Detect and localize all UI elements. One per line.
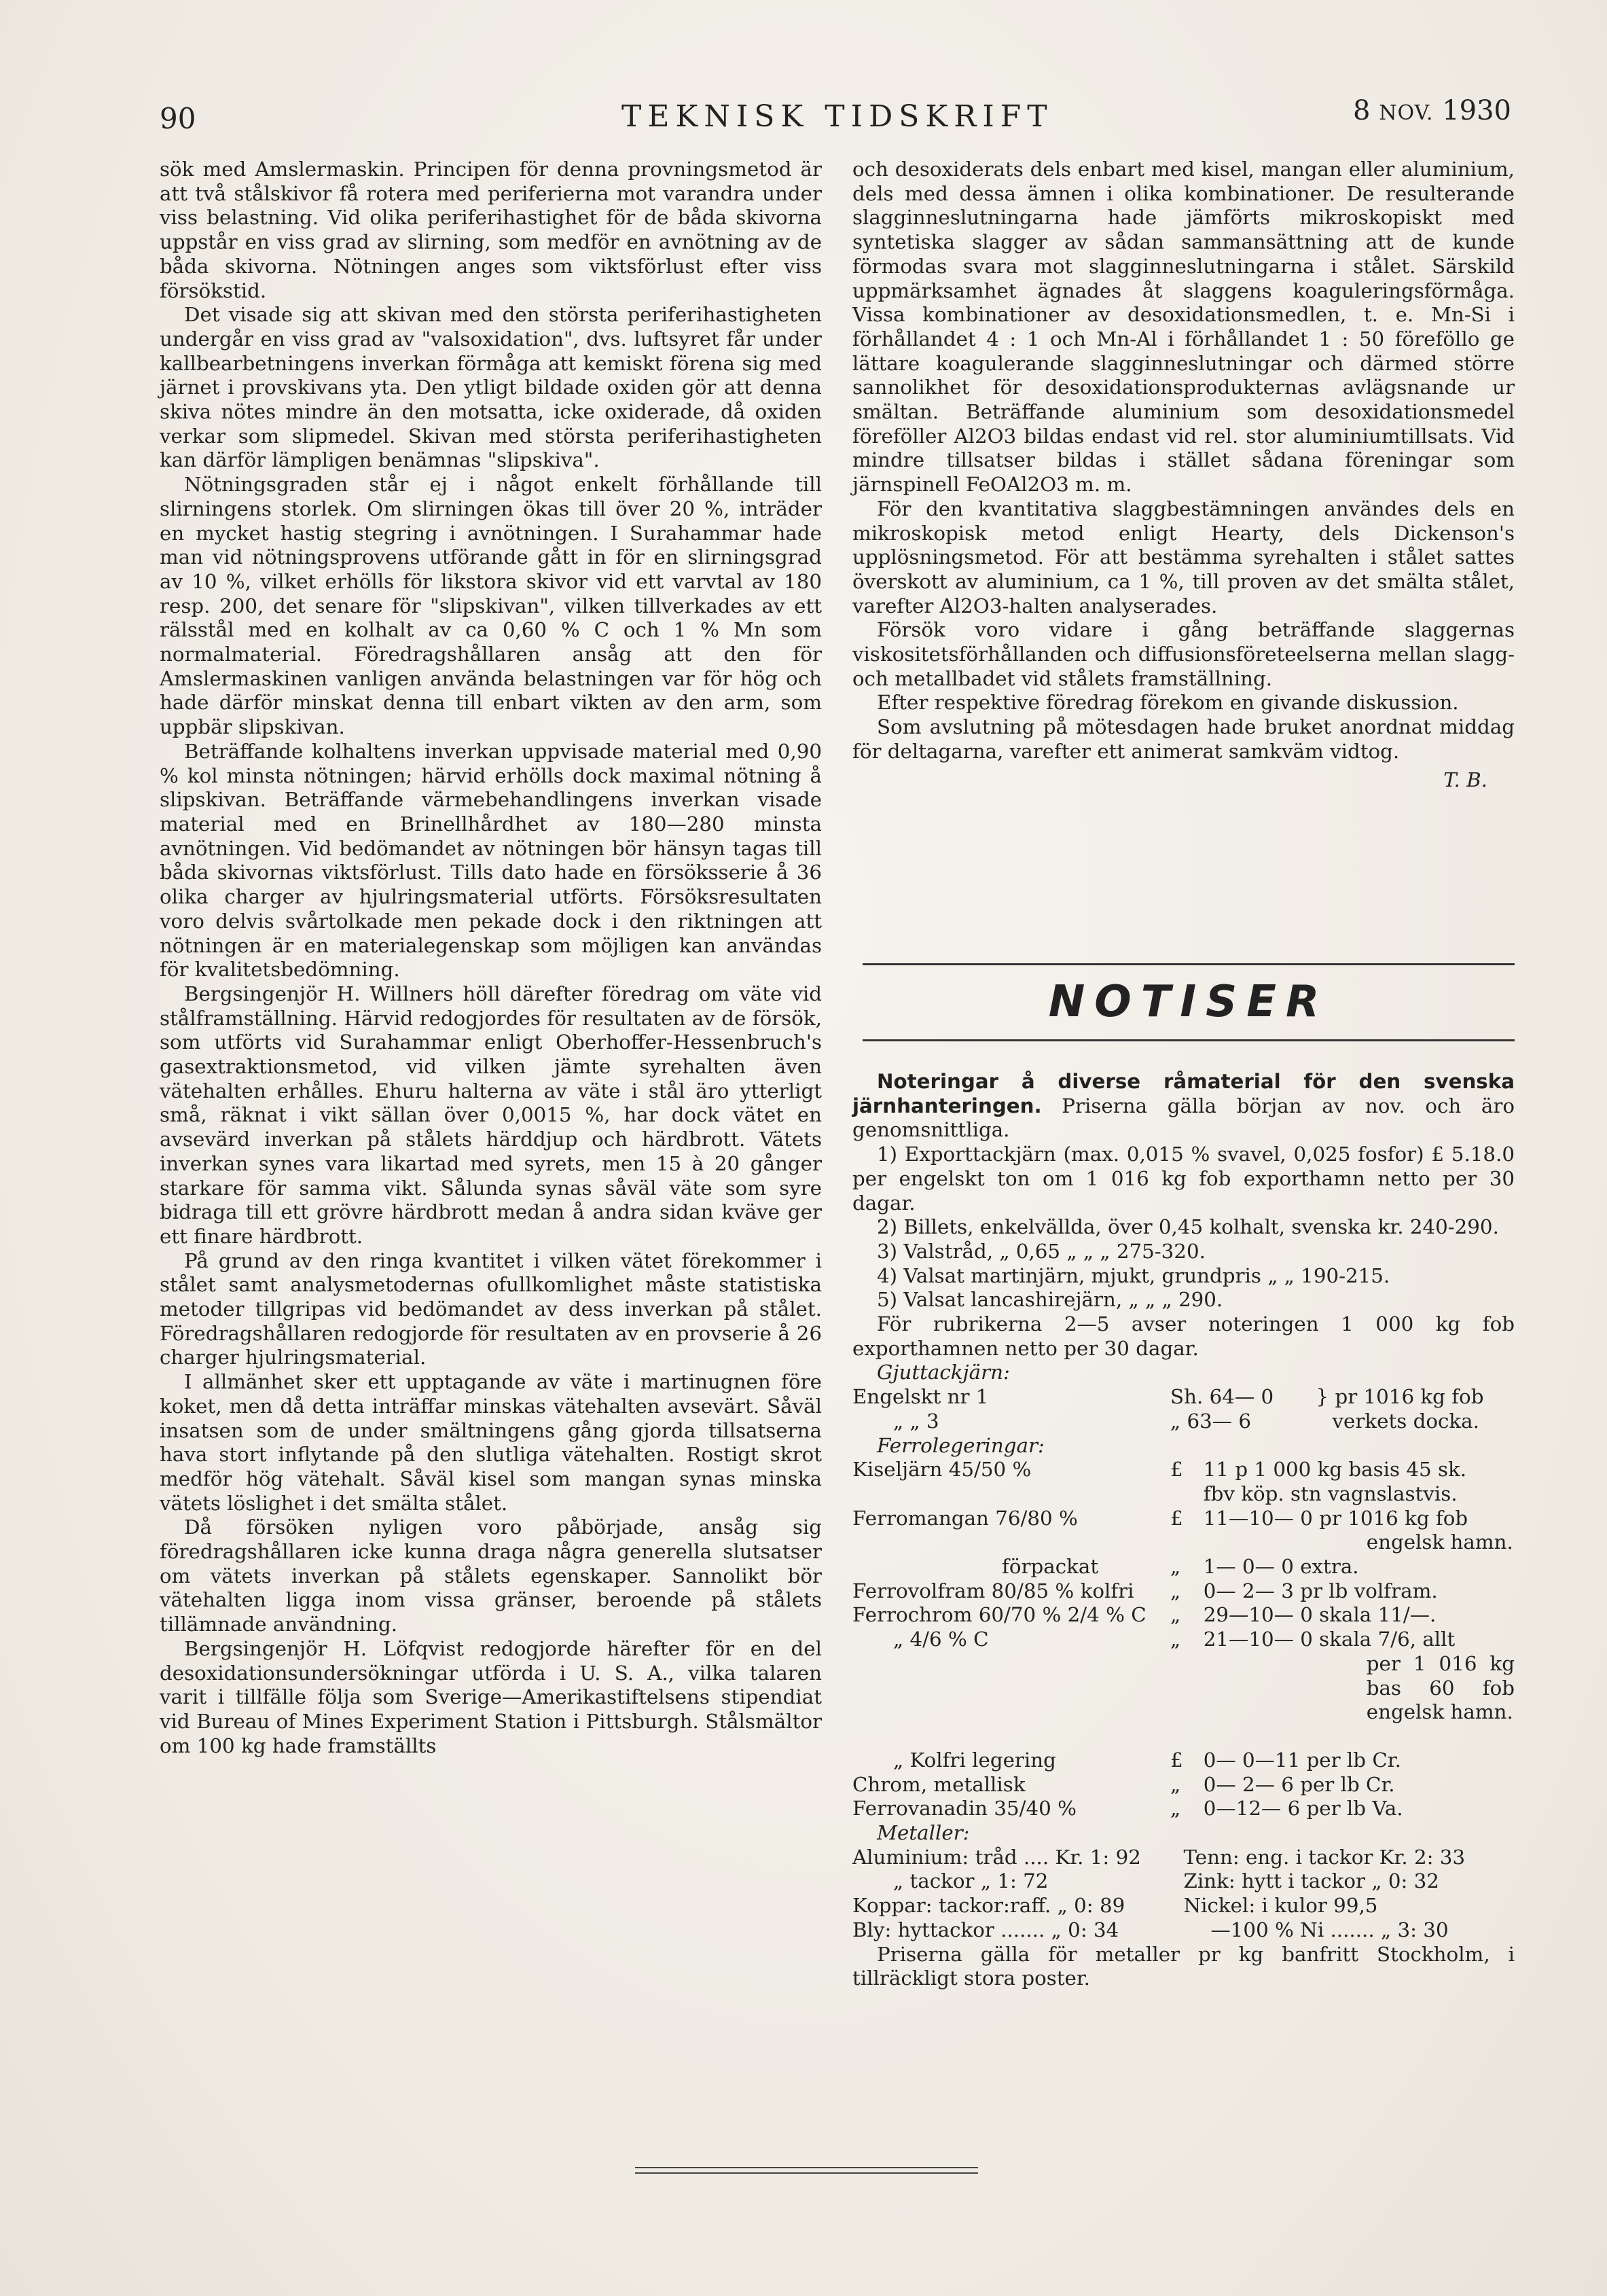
item-note: engelsk hamn. (1366, 1530, 1513, 1554)
issue-date (1353, 95, 1511, 126)
table-row (852, 1869, 1515, 1894)
item-name: Ferrovolfram 80/85 % kolfri (852, 1579, 1134, 1602)
metal-right: Tenn: eng. i tackor Kr. 2: 33 (1183, 1845, 1466, 1869)
table-row (852, 1652, 1515, 1748)
price-item: 3) Valstråd, „ 0,65 „ „ „ 275-320. (877, 1239, 1206, 1263)
item-price: 21—10— 0 skala 7/6, allt (1203, 1628, 1456, 1651)
table-row (852, 1410, 1515, 1434)
item-name: förpackat (1002, 1555, 1099, 1579)
item-currency: „ (1170, 1797, 1181, 1820)
page-header (160, 95, 1511, 143)
bottom-rule-double (635, 2172, 978, 2174)
issue-year: 1930 (1442, 95, 1511, 126)
item-note: verkets dockа. (1332, 1409, 1479, 1433)
price-item: 4) Valsat martinjärn, mjukt, grundpris „ „ 190-215. (877, 1263, 1390, 1287)
item-name: „ 4/6 % C (893, 1628, 989, 1651)
table-row (852, 1530, 1515, 1555)
issue-month: NOV. (1379, 101, 1434, 125)
metaller-label: Metaller: (877, 1820, 970, 1844)
paragraph: Nötningsgraden står ej i något enkelt förhållande till slirningens storlek. Om slirningen ökas till över 20 %, inträder en mycket hastig stegring i avnötningen. I Surahammar hade man vid nötningsprovens utförande gått in för en slirningsgrad av 10 %, vilket erhölls för likstora skivor vid ett varvtal av 180 resp. 200, det senare för "slipskivan", vilken tillverkades av ett rälsstål med en kolhalt av ca 0,60 % C och 1 % Mn som normalmaterial. Föredragshållaren ansåg att den för Amslermaskinen vanligen använda belastningen var för hög och hade därför minskat denna till enbart vikten av den arm, som uppbär slipskivan. (160, 473, 822, 739)
section-rule-bottom (863, 1039, 1515, 1041)
ferrolegeringar-table (852, 1458, 1515, 1821)
table-row (852, 1482, 1515, 1507)
table-row (852, 1579, 1515, 1604)
metal-left: „ tackor „ 1: 72 (893, 1869, 1049, 1893)
table-row (852, 1507, 1515, 1531)
paragraph: På grund av den ringa kvantitet i vilken vätet förekommer i stålet samt analysmetodernas ofullkomlighet måste statistiska metoder tillgripas vid bedömandet av dess inverkan på stålet. Föredragshållaren redogjorde för resultaten av en provserie å 26 charger hjulringsmaterial. (160, 1249, 822, 1369)
table-row (852, 1603, 1515, 1628)
metal-right: Zink: hytt i tackor „ 0: 32 (1183, 1869, 1439, 1893)
item-price: 0— 2— 6 per lb Cr. (1203, 1772, 1395, 1796)
paragraph: och desoxiderats dels enbart med kisel, mangan eller aluminium, dels med dessa ämnen i olika kombinationer. De resulterande slagginneslutningarna hade jämförts mikroskopiskt med syntetiska slagger av sådan sammansättning att de kunde förmodas svara mot slagginneslutningarna i stålet. Särskild uppmärksamhet ägnades åt slaggens koaguleringsförmåga. Vissa kombinationer av desoxidationsmedlen, t. e. Mn-Si i förhållandet 4 : 1 och Mn-Al i förhållandet 1 : 50 föreföllo ge lättare koagulerande slagginneslutningar och därmed större sannolikhet för desoxidationsprodukternas avlägsnande ur smältan. Beträffande aluminium som desoxidationsmedel föreföller Al2O3 bildas endast vid rel. stor aluminiumtillsats. Vid mindre tillsatser bildas i stället sådana föreningar som järnspinell FeOAl2O3 m. m. (852, 158, 1515, 497)
rubrik-note: För rubrikerna 2—5 avser noteringen 1 000 kg fob exporthamnen netto per 30 dagar. (852, 1312, 1515, 1360)
item-note: } pr 1016 kg fob (1316, 1385, 1484, 1409)
metal-right: Nickel: i kulor 99,5 (1183, 1894, 1378, 1918)
ferrolegeringar-label: Ferrolegeringar: (877, 1433, 1045, 1457)
item-currency: „ (1170, 1579, 1181, 1602)
paragraph: I allmänhet sker ett upptagande av väte i martinugnen före koket, men då detta inträffar minskas vätehalten avsevärt. Såväl insatsen som de under smältningens gång gjorda tillsatserna hava stort inflytande på den slutliga vätehalten. Rostigt skrot medför hög vätehalt. Såväl kisel som mangan synas minska vätets löslighet i det smälta stålet. (160, 1370, 822, 1515)
item-price: 11—10— 0 pr 1016 kg fob (1203, 1506, 1468, 1530)
table-row (852, 1773, 1515, 1797)
gjuttackjarn-label: Gjuttackjärn: (877, 1361, 1010, 1384)
paragraph: Då försöken nyligen voro påbörjade, ansåg sig föredragshållaren icke kunna draga några generella slutsatser om vätets inverkan på stålets egenskaper. Sannolikt bör vätehalten ligga inom vissa gränser, beroende på stålets tillämnade användning. (160, 1515, 822, 1636)
item-price: „ 63— 6 (1170, 1409, 1252, 1433)
item-price: 29—10— 0 skala 11/—. (1203, 1603, 1437, 1627)
item-currency: £ (1170, 1506, 1183, 1530)
notiser-intro: Priserna gälla början av nov. och äro genomsnittliga. (852, 1094, 1515, 1142)
table-row (852, 1797, 1515, 1821)
item-name: „ „ 3 (893, 1409, 939, 1433)
bottom-rule (635, 2167, 978, 2168)
paragraph: Efter respektive föredrag förekom en givande diskussion. (877, 691, 1459, 715)
item-currency: £ (1170, 1458, 1183, 1482)
item-price: 11 p 1 000 kg basis 45 sk. (1203, 1458, 1467, 1482)
item-currency: „ (1170, 1772, 1181, 1796)
paragraph: Som avslutning på mötesdagen hade bruket anordnat middag för deltagarna, varefter ett animerat samkväm vidtog. (852, 715, 1515, 763)
table-row (852, 1918, 1515, 1943)
table-row (852, 1385, 1515, 1410)
price-item: 1) Exporttackjärn (max. 0,015 % svavel, 0,025 fosfor) £ 5.18.0 per engelskt ton om 1 016 kg fob exporthamn netto per 30 dagar. (852, 1143, 1515, 1215)
signature: T. B. (1443, 768, 1487, 791)
item-name: Ferrochrom 60/70 % 2/4 % C (852, 1603, 1146, 1627)
metal-left: Bly: hyttackor ....... „ 0: 34 (852, 1918, 1119, 1941)
issue-day: 8 (1353, 95, 1371, 126)
item-name: Ferromangan 76/80 % (852, 1506, 1078, 1530)
section-rule-top (863, 963, 1515, 965)
item-name: Ferrovanadin 35/40 % (852, 1797, 1077, 1820)
item-price: Sh. 64— 0 (1170, 1385, 1274, 1409)
table-row (852, 1628, 1515, 1652)
table-row (852, 1846, 1515, 1870)
item-price: 1— 0— 0 extra. (1203, 1555, 1359, 1579)
item-currency: £ (1170, 1748, 1183, 1772)
item-currency: „ (1170, 1603, 1181, 1627)
right-column (852, 158, 1515, 792)
item-price: 0— 2— 3 pr lb volfram. (1203, 1579, 1438, 1602)
table-row (852, 1748, 1515, 1773)
metal-right: —100 % Ni ....... „ 3: 30 (1210, 1918, 1449, 1941)
table-row (852, 1894, 1515, 1918)
paragraph: Bergsingenjör H. Löfqvist redogjorde härefter för en del desoxidationsundersökningar utförda i U. S. A., vilka talaren varit i tillfälle följa som Sverige—Amerikastiftelsens stipendiat vid Bureau of Mines Experiment Station i Pittsburgh. Stålsmältor om 100 kg hade framställts (160, 1636, 822, 1757)
left-column (160, 158, 822, 1758)
paragraph: sök med Amslermaskin. Principen för denna provningsmetod är att två stålskivor få rotera med periferierna mot varandra under viss belastning. Vid olika periferihastighet för de båda skivorna uppstår en viss grad av slirning, som medför en avnötning av de båda skivorna. Nötningen anges som viktsförlust efter viss försökstid. (160, 158, 822, 302)
gjuttackjarn-table (852, 1385, 1515, 1433)
item-name: Kiseljärn 45/50 % (852, 1458, 1032, 1482)
table-row (852, 1555, 1515, 1579)
page-number: 90 (160, 102, 196, 135)
paragraph: Beträffande kolhaltens inverkan uppvisade material med 0,90 % kol minsta nötningen; härvid erhölls dock maximal nötning å slipskivan. Beträffande värmebehandlingens inverkan visade material med en Brinellhårdhet av 180—280 minsta avnötningen. Vid bedömandet av nötningen bör hänsyn tagas till båda skivornas viktsförlust. Tills dato hade en försöksserie å 36 olika charger av hjulringsmaterial utförts. Försöksresultaten voro delvis svårtolkade men pekade dock i den riktningen att nötningen är en materialegenskap som möjligen kan användas för kvalitetsbedömning. (160, 739, 822, 982)
item-price: 0— 0—11 per lb Cr. (1203, 1748, 1401, 1772)
notiser-lead (852, 1070, 1515, 1143)
paragraph: Försök voro vidare i gång beträffande slaggernas viskositetsförhållanden och diffusionsföreteelserna mellan slagg- och metallbadet vid stålets framställning. (852, 618, 1515, 690)
item-name: „ Kolfri legering (893, 1748, 1056, 1772)
item-price: 0—12— 6 per lb Va. (1203, 1797, 1403, 1820)
notiser-heading: NOTISER (1048, 977, 1329, 1027)
metal-left: Koppar: tackor:raff. „ 0: 89 (852, 1894, 1125, 1918)
price-item: 2) Billets, enkelvällda, över 0,45 kolhalt, svenska kr. 240-290. (877, 1215, 1499, 1239)
item-note: fbv köp. stn vagnslastvis. (1203, 1482, 1458, 1505)
notiser-footer: Priserna gälla för metaller pr kg banfritt Stockholm, i tillräckligt stora poster. (852, 1942, 1515, 1990)
item-currency: „ (1170, 1628, 1181, 1651)
paragraph: Det visade sig att skivan med den största periferihastigheten undergår en viss grad av "valsoxidation", dvs. luftsyret får under kallbearbetningens inverkan förmåga att kemiskt förena sig med järnet i provskivans yta. Den ytligt bildade oxiden gör att denna skiva nötes mindre än den motsatta, icke oxiderade, då oxiden verkar som slipmedel. Skivan med största periferihastigheten kan därför lämpligen benämnas "slipskiva". (160, 303, 822, 472)
metal-left: Aluminium: tråd .... Kr. 1: 92 (852, 1845, 1141, 1869)
item-currency: „ (1170, 1555, 1181, 1579)
paragraph: För den kvantitativa slaggbestämningen användes dels en mikroskopisk metod enligt Hearty, dels Dickenson's upplösningsmetod. För att bestämma syrehalten i stålet sattes överskott av aluminium, ca 1 %, till proven av det smälta stålet, varefter Al2O3-halten analyserades. (852, 497, 1515, 617)
item-name: Engelskt nr 1 (852, 1385, 989, 1409)
item-name: Chrom, metallisk (852, 1772, 1026, 1796)
notiser-headline: Noteringar å diverse råmaterial för den svenska järnhanteringen. (852, 1070, 1515, 1117)
table-row (852, 1458, 1515, 1482)
paragraph: Bergsingenjör H. Willners höll därefter föredrag om väte vid stålframställning. Härvid redogjordes för resultaten av de försök, som utförts vid Surahammar enligt Oberhoffer-Hessenbruch's gasextraktionsmetod, vid vilken jämte syrehalten även vätehalten erhålles. Ehuru halterna av väte i stål äro ytterligt små, räknat i vikt sällan över 0,0015 %, har dock vätet en avsevärd inverkan på stålets härddjup och härdbrott. Vätets inverkan synes vara likartad med syrets, men 15 à 20 gånger starkare för samma vikt. Sålunda synas såväl väte som syre bidraga till ett grövre härdbrott medan å andra sidan kväve ger ett finare härdbrott. (160, 982, 822, 1248)
price-item: 5) Valsat lancashirejärn, „ „ „ 290. (877, 1288, 1223, 1312)
item-note: per 1 016 kg bas 60 fob engelsk hamn. (1366, 1651, 1515, 1724)
metaller-table (852, 1846, 1515, 1943)
notiser-section (852, 1070, 1515, 1991)
journal-title: TEKNISK TIDSKRIFT (621, 99, 1053, 134)
